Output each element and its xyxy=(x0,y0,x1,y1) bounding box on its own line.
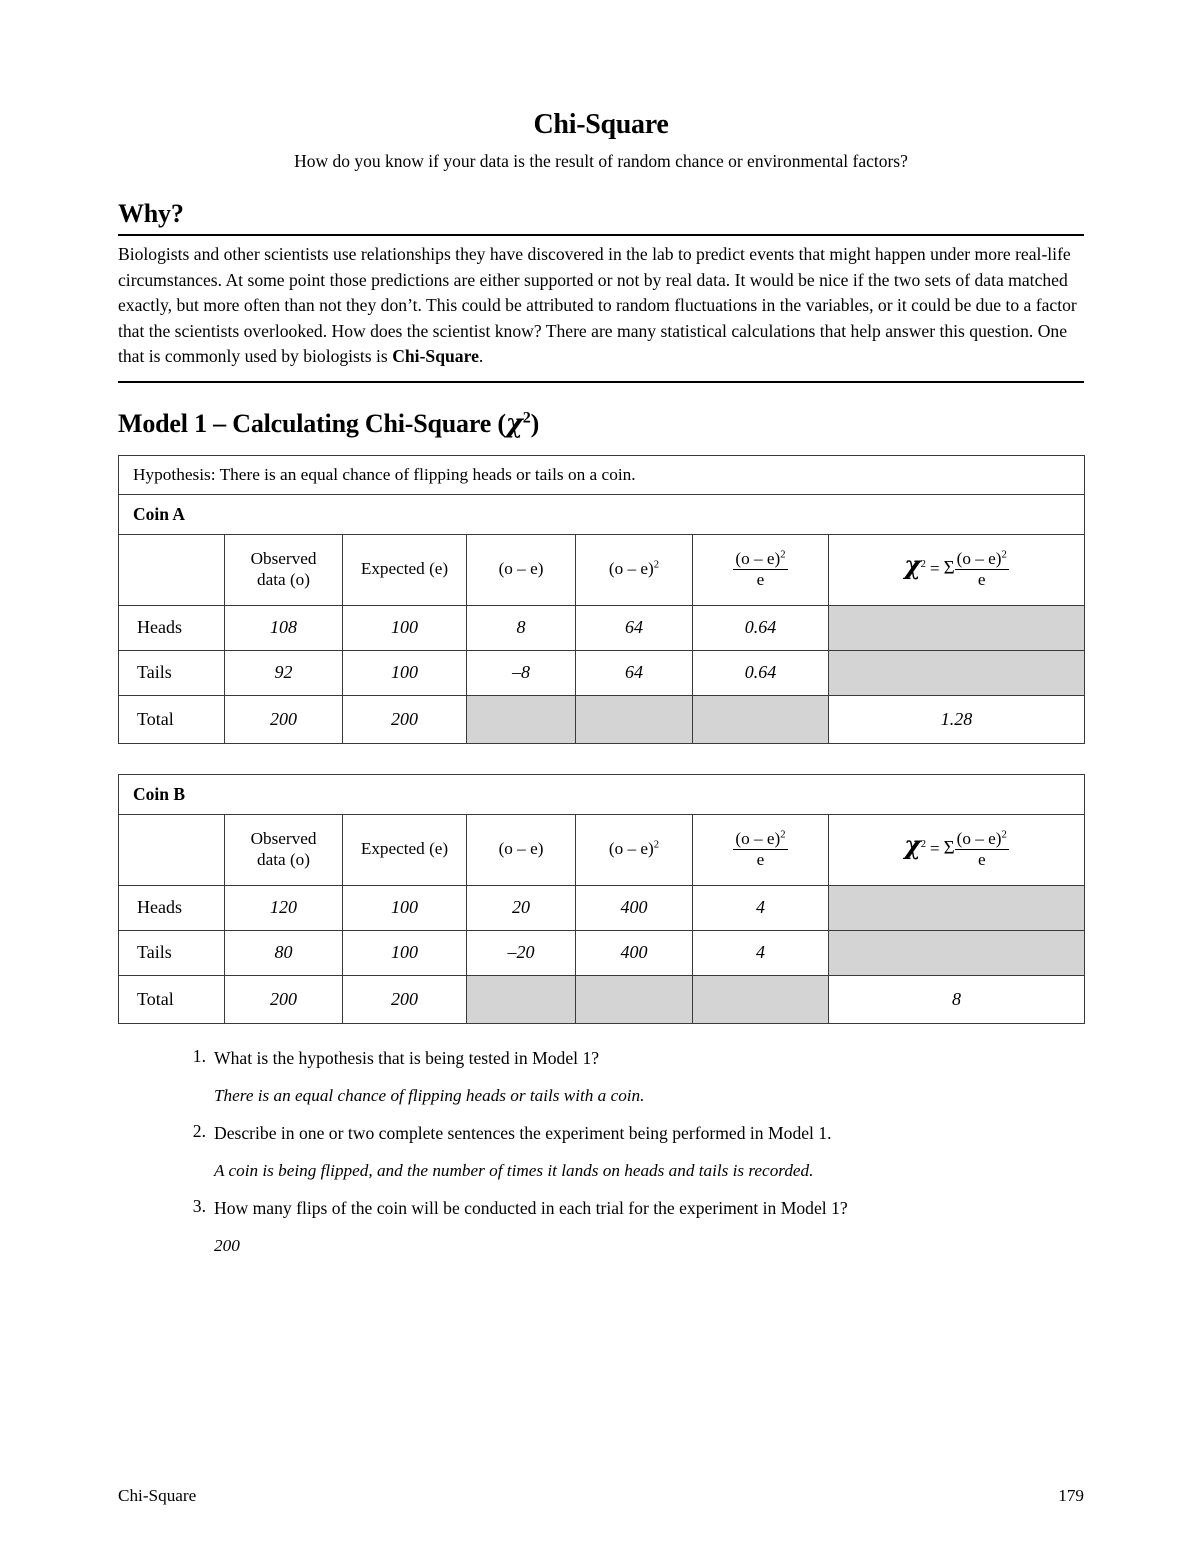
chi-formula-equals: = xyxy=(930,838,940,858)
cell-chi-square-shaded xyxy=(829,605,1085,650)
hypothesis-text: Hypothesis: There is an equal chance of flipping heads or tails on a coin. xyxy=(133,464,636,484)
chi-frac-num-base: (o – e) xyxy=(956,828,1002,848)
fraction-num-exp: 2 xyxy=(780,549,786,561)
cell-expected: 100 xyxy=(343,930,467,975)
cell-fraction: 0.64 xyxy=(693,605,829,650)
row-label-total: Total xyxy=(119,975,225,1023)
cell-chi-square-shaded xyxy=(829,930,1085,975)
header-o-minus-e: (o – e) xyxy=(467,814,576,885)
cell-o-minus-e: 20 xyxy=(467,885,576,930)
coin-b-caption: Coin B xyxy=(133,783,186,804)
question-1-answer: There is an equal chance of flipping heads or tails with a coin. xyxy=(214,1085,645,1105)
chi-formula-equals: = xyxy=(930,558,940,578)
header-observed xyxy=(225,534,343,605)
cell-o-minus-e-squared: 64 xyxy=(576,650,693,695)
coin-b-caption-row xyxy=(119,774,1085,814)
coin-a-caption: Coin A xyxy=(133,503,186,524)
question-3 xyxy=(170,1196,1084,1221)
hypothesis-row xyxy=(119,455,1085,494)
chi-frac-num-exp: 2 xyxy=(1001,549,1007,561)
header-observed-line2: data (o) xyxy=(257,569,310,589)
cell-total-o-minus-e-squared-shaded xyxy=(576,975,693,1023)
cell-o-minus-e-squared: 400 xyxy=(576,885,693,930)
chi-formula-exponent: 2 xyxy=(920,558,926,570)
cell-observed: 80 xyxy=(225,930,343,975)
table-row xyxy=(119,605,1085,650)
header-chi-square-formula xyxy=(829,534,1085,605)
cell-o-minus-e-squared: 64 xyxy=(576,605,693,650)
row-label-tails: Tails xyxy=(119,930,225,975)
header-expected: Expected (e) xyxy=(343,534,467,605)
why-top-rule xyxy=(118,234,1084,236)
cell-chi-square-shaded xyxy=(829,650,1085,695)
coin-a-table xyxy=(118,455,1085,744)
cell-total-fraction-shaded xyxy=(693,975,829,1023)
fraction-num-exp: 2 xyxy=(780,829,786,841)
header-o-minus-e-squared xyxy=(576,814,693,885)
header-blank xyxy=(119,534,225,605)
hypothesis-cell xyxy=(119,455,1085,494)
omes-exp: 2 xyxy=(653,559,660,571)
coin-b-header-row xyxy=(119,814,1085,885)
fraction-glyph xyxy=(733,830,787,869)
chi-formula-sigma: Σ xyxy=(943,557,955,579)
question-2 xyxy=(170,1121,1084,1146)
cell-total-fraction-shaded xyxy=(693,695,829,743)
header-fraction xyxy=(693,814,829,885)
table-total-row xyxy=(119,975,1085,1023)
cell-observed: 120 xyxy=(225,885,343,930)
cell-observed: 108 xyxy=(225,605,343,650)
cell-o-minus-e: 8 xyxy=(467,605,576,650)
header-observed-line1: Observed xyxy=(250,829,317,849)
why-section-heading: Why? xyxy=(118,199,184,229)
table-total-row xyxy=(119,695,1085,743)
cell-total-observed: 200 xyxy=(225,695,343,743)
cell-expected: 100 xyxy=(343,885,467,930)
header-expected: Expected (e) xyxy=(343,814,467,885)
coin-a-caption-row xyxy=(119,494,1085,534)
chi-exponent: 2 xyxy=(522,409,531,427)
chi-formula-sigma: Σ xyxy=(943,837,955,859)
fraction-num-base: (o – e) xyxy=(735,548,781,568)
coin-b-table xyxy=(118,774,1085,1024)
why-paragraph-text: Biologists and other scientists use relationships they have discovered in the lab to predict events that might happen under more real-life circumstances. At some point those predictions are either supported or not by real data. It would be nice if the two sets of data matched exactly, but more often than not they don’t. This could be attributed to random fluctuations in the variables, or it could be due to a factor that the scientists overlooked. How does the scientist know? There are many statistical calculations that help answer this question. One that is commonly used by biologists is xyxy=(118,243,1077,367)
page-footer xyxy=(118,1486,1084,1506)
cell-expected: 100 xyxy=(343,650,467,695)
questions-list xyxy=(118,1024,1084,1272)
page-content xyxy=(118,0,1084,1272)
row-label-heads: Heads xyxy=(119,605,225,650)
header-observed-line1: Observed xyxy=(250,549,317,569)
chi-square-formula xyxy=(904,550,1009,589)
chi-formula-exponent: 2 xyxy=(920,838,927,850)
why-paragraph-tail: . xyxy=(478,346,484,367)
chi-frac-num-base: (o – e) xyxy=(956,548,1002,568)
why-paragraph xyxy=(118,242,1084,370)
omes-base: (o – e) xyxy=(608,559,654,579)
row-label-heads: Heads xyxy=(119,885,225,930)
header-fraction xyxy=(693,534,829,605)
question-1-number: 1. xyxy=(192,1045,206,1066)
chi-square-formula xyxy=(904,830,1009,869)
model1-heading-suffix: ) xyxy=(530,408,540,438)
cell-total-chi-square: 1.28 xyxy=(829,695,1085,743)
question-2-answer: A coin is being flipped, and the number of times it lands on heads and tails is recorded. xyxy=(214,1160,814,1180)
chi-formula-fraction xyxy=(955,550,1009,589)
cell-expected: 100 xyxy=(343,605,467,650)
cell-fraction: 4 xyxy=(693,885,829,930)
header-observed xyxy=(225,814,343,885)
question-3-number: 3. xyxy=(192,1196,206,1217)
fraction-numerator xyxy=(733,550,787,570)
fraction-denominator: e xyxy=(756,850,765,870)
cell-chi-square-shaded xyxy=(829,885,1085,930)
coin-a-header-row xyxy=(119,534,1085,605)
table-row xyxy=(119,650,1085,695)
cell-total-chi-square: 8 xyxy=(829,975,1085,1023)
question-3-answer: 200 xyxy=(214,1236,240,1256)
question-2-number: 2. xyxy=(192,1120,206,1141)
cell-fraction: 4 xyxy=(693,930,829,975)
question-1-text: What is the hypothesis that is being tested in Model 1? xyxy=(214,1047,600,1068)
model1-heading xyxy=(118,383,1084,455)
cell-o-minus-e-squared: 400 xyxy=(576,930,693,975)
question-2-text: Describe in one or two complete sentences the experiment being performed in Model 1. xyxy=(214,1122,832,1143)
fraction-glyph xyxy=(733,550,787,589)
question-3-text: How many flips of the coin will be conducted in each trial for the experiment in Model 1? xyxy=(214,1198,848,1219)
footer-page-number: 179 xyxy=(1058,1486,1084,1505)
chi-formula-fraction xyxy=(955,830,1009,869)
omes-exp: 2 xyxy=(653,839,660,851)
cell-observed: 92 xyxy=(225,650,343,695)
header-o-minus-e: (o – e) xyxy=(467,534,576,605)
cell-o-minus-e: –20 xyxy=(467,930,576,975)
coin-a-caption-cell xyxy=(119,494,1085,534)
fraction-denominator: e xyxy=(756,570,765,590)
omes-base: (o – e) xyxy=(608,839,654,859)
cell-fraction: 0.64 xyxy=(693,650,829,695)
cell-total-expected: 200 xyxy=(343,975,467,1023)
why-paragraph-bold-term: Chi-Square xyxy=(392,346,479,367)
page-title: Chi-Square xyxy=(533,109,669,140)
chi-frac-numerator xyxy=(955,830,1009,850)
table-row xyxy=(119,930,1085,975)
header-observed-line2: data (o) xyxy=(257,849,310,869)
chi-formula-symbol: χ xyxy=(904,830,921,860)
cell-total-o-minus-e-shaded xyxy=(467,695,576,743)
header-chi-square-formula xyxy=(829,814,1085,885)
question-1 xyxy=(170,1046,1084,1071)
chi-frac-denominator: e xyxy=(977,570,986,590)
chi-frac-denominator: e xyxy=(977,850,986,870)
fraction-numerator xyxy=(733,830,787,850)
row-label-total: Total xyxy=(119,695,225,743)
cell-total-o-minus-e-squared-shaded xyxy=(576,695,693,743)
cell-total-o-minus-e-shaded xyxy=(467,975,576,1023)
header-blank xyxy=(119,814,225,885)
row-label-tails: Tails xyxy=(119,650,225,695)
header-o-minus-e-squared xyxy=(576,534,693,605)
table-row xyxy=(119,885,1085,930)
chi-frac-num-exp: 2 xyxy=(1001,829,1007,841)
fraction-num-base: (o – e) xyxy=(735,828,781,848)
chi-frac-numerator xyxy=(955,550,1009,570)
page-subtitle: How do you know if your data is the result of random chance or environmental factors? xyxy=(294,151,908,172)
chi-formula-symbol: χ xyxy=(904,550,921,580)
cell-total-expected: 200 xyxy=(343,695,467,743)
coin-b-caption-cell xyxy=(119,774,1085,814)
cell-o-minus-e: –8 xyxy=(467,650,576,695)
chi-symbol: χ xyxy=(505,408,523,439)
cell-total-observed: 200 xyxy=(225,975,343,1023)
table-gap xyxy=(118,744,1084,774)
model1-heading-prefix: Model 1 – Calculating Chi-Square ( xyxy=(118,408,506,438)
footer-title: Chi-Square xyxy=(118,1486,197,1505)
